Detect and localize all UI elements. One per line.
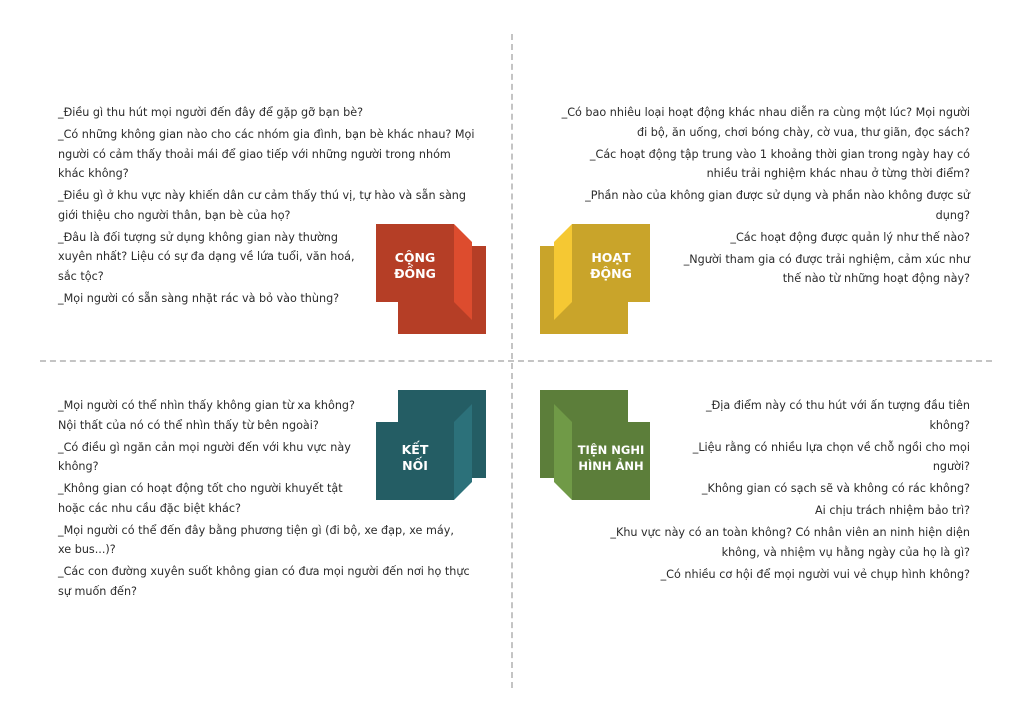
access-question-2: _Có điều gì ngăn cản mọi người đến với khu vực này không? (58, 440, 351, 473)
access-label-line-1: KẾT (401, 442, 429, 457)
comfort-label-line-2: HÌNH ẢNH (578, 459, 644, 473)
comfort-cube (540, 390, 650, 500)
activity-cube-label (572, 250, 650, 282)
access-cube (376, 390, 486, 500)
community-label-line-2: ĐỒNG (394, 266, 436, 281)
comfort-question-2: _Liệu rằng có nhiều lựa chọn về chỗ ngồi cho mọi người? (692, 440, 970, 473)
activity-cube (540, 224, 650, 334)
access-question-5: _Các con đường xuyên suốt không gian có đưa mọi người đến nơi họ thực sự muốn đến? (58, 565, 470, 598)
community-cube (376, 224, 486, 334)
community-question-2: _Có những không gian nào cho các nhóm gia đình, bạn bè khác nhau? Mọi người có cảm thấy thoải mái để giao tiếp với những người trong nhóm khác không? (58, 128, 475, 180)
activity-label-line-2: ĐỘNG (590, 266, 632, 281)
comfort-cube-label (572, 442, 650, 474)
comfort-question-4: Ai chịu trách nhiệm bảo trì? (815, 504, 970, 517)
comfort-question-1: _Địa điểm này có thu hút với ấn tượng đầu tiên không? (705, 399, 970, 432)
access-label-line-2: NỐI (402, 458, 428, 473)
activity-question-3: _Phần nào của không gian được sử dụng và phần nào không được sử dụng? (585, 189, 970, 222)
activity-label-line-1: HOẠT (591, 250, 631, 265)
community-question-4: _Đâu là đối tượng sử dụng không gian này thường xuyên nhất? Liệu có sự đa dạng về lứa tuổi, văn hoá, sắc tộc? (58, 230, 355, 283)
access-cube-label (376, 442, 454, 474)
horizontal-divider (40, 360, 992, 362)
access-question-1: _Mọi người có thể nhìn thấy không gian từ xa không? Nội thất của nó có thể nhìn thấy từ bên ngoài? (58, 399, 355, 432)
community-label-line-1: CỘNG (394, 250, 436, 265)
community-question-5: _Mọi người có sẵn sàng nhặt rác và bỏ vào thùng? (58, 291, 340, 305)
community-cube-label (376, 250, 454, 282)
activity-question-5: _Người tham gia có được trải nghiệm, cảm xúc như thế nào từ những hoạt động này? (683, 252, 970, 285)
comfort-label-line-1: TIỆN NGHI (577, 443, 645, 457)
community-question-3: _Điều gì ở khu vực này khiến dân cư cảm thấy thú vị, tự hào và sẵn sàng giới thiệu cho người thân, bạn bè của họ? (58, 189, 466, 222)
activity-question-4: _Các hoạt động được quản lý như thế nào? (730, 230, 970, 244)
community-question-1: _Điều gì thu hút mọi người đến đây để gặp gỡ bạn bè? (58, 106, 364, 119)
activity-question-1: _Có bao nhiêu loại hoạt động khác nhau diễn ra cùng một lúc? Mọi người đi bộ, ăn uống, chơi bóng chày, cờ vua, thư giãn, đọc sách? (561, 106, 970, 139)
comfort-question-3: _Không gian có sạch sẽ và không có rác không? (701, 482, 970, 495)
access-question-3: _Không gian có hoạt động tốt cho người khuyết tật hoặc các nhu cầu đặc biệt khác? (58, 482, 343, 515)
access-question-4: _Mọi người có thể đến đây bằng phương tiện gì (đi bộ, xe đạp, xe máy, xe bus...)? (58, 523, 454, 556)
activity-question-2: _Các hoạt động tập trung vào 1 khoảng thời gian trong ngày hay có nhiều trải nghiệm khác nhau ở từng thời điểm? (589, 147, 970, 180)
comfort-question-5: _Khu vực này có an toàn không? Có nhân viên an ninh hiện diện không, và nhiệm vụ hằng ngày của họ là gì? (610, 526, 970, 559)
comfort-question-6: _Có nhiều cơ hội để mọi người vui vẻ chụp hình không? (660, 567, 970, 581)
